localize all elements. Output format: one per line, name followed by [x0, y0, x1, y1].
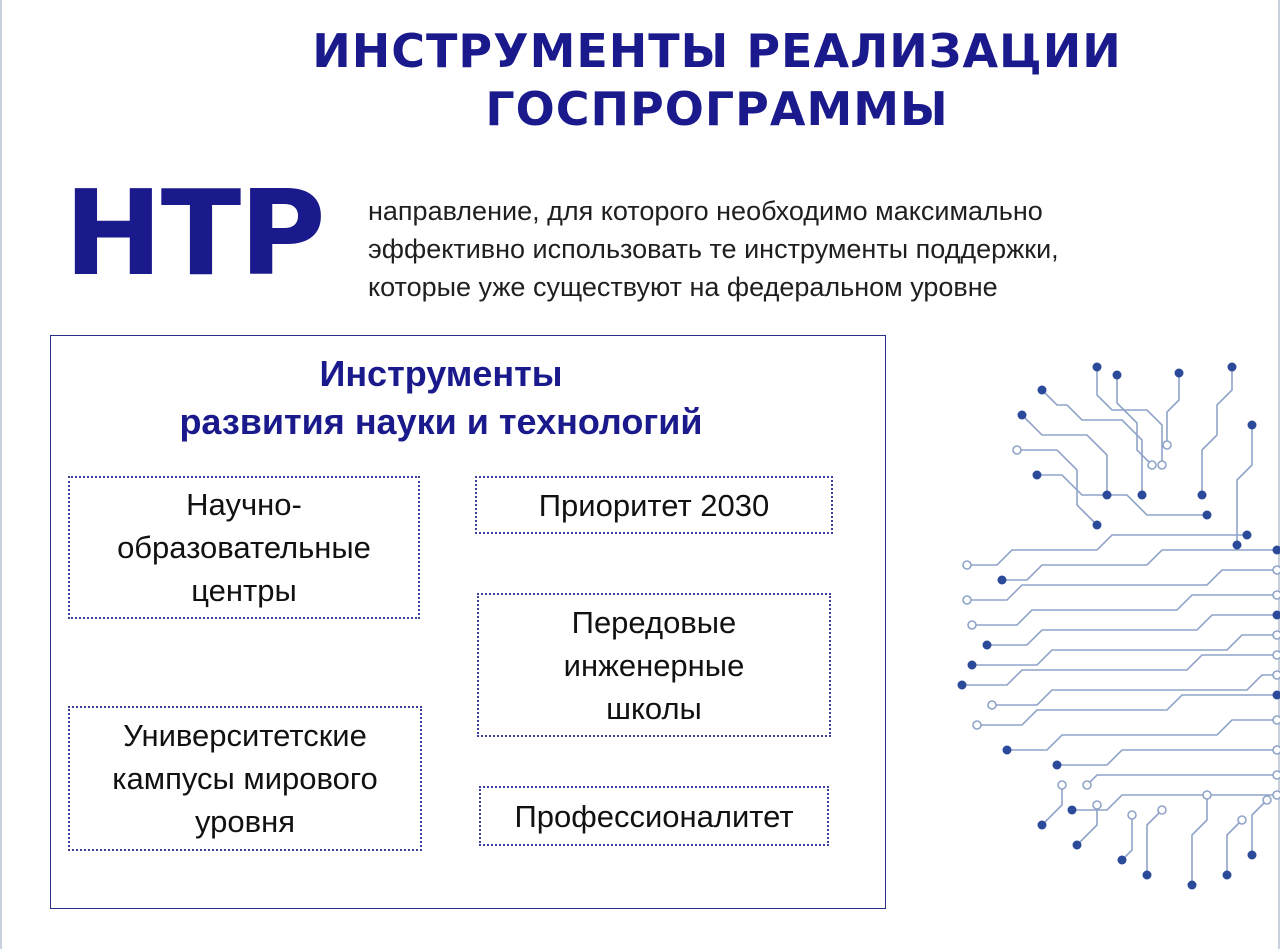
ntr-description-line: эффективно использовать те инструменты поддержки, — [368, 234, 1059, 264]
circuit-node — [1068, 806, 1077, 815]
circuit-trace — [972, 595, 1277, 625]
circuit-trace — [1192, 795, 1207, 885]
circuit-pad — [1273, 716, 1280, 724]
card-text: Университетские — [123, 718, 367, 753]
circuit-pad — [1093, 801, 1101, 809]
circuit-node — [1228, 363, 1237, 372]
card-text: школы — [606, 690, 702, 726]
circuit-trace — [1042, 390, 1142, 495]
circuit-trace — [1022, 415, 1107, 495]
card-research-education-centers — [68, 476, 420, 619]
circuit-trace — [1017, 450, 1097, 525]
circuit-node — [1118, 856, 1127, 865]
card-text: кампусы мирового — [112, 761, 378, 796]
card-text: уровня — [194, 804, 295, 839]
circuit-trace — [1087, 775, 1277, 785]
circuit-trace — [1077, 805, 1097, 845]
circuit-pad — [1273, 746, 1280, 754]
circuit-trace — [992, 675, 1277, 705]
circuit-pad — [1273, 791, 1280, 799]
page-title-line2: ГОСПРОГРАММЫ — [485, 82, 949, 136]
circuit-trace — [1057, 750, 1277, 765]
panel-title — [51, 350, 831, 446]
circuit-node — [998, 576, 1007, 585]
card-professionalitet — [479, 786, 829, 846]
circuit-trace — [972, 635, 1277, 665]
circuit-node — [1103, 491, 1112, 500]
circuit-trace — [987, 615, 1277, 645]
circuit-pad — [1263, 796, 1271, 804]
circuit-node — [983, 641, 992, 650]
card-advanced-engineering-schools — [477, 593, 831, 737]
circuit-pad — [1203, 791, 1211, 799]
circuit-pad — [1273, 631, 1280, 639]
circuit-node — [1223, 871, 1232, 880]
circuit-node — [1138, 491, 1147, 500]
instruments-panel — [50, 335, 886, 909]
circuit-node — [1053, 761, 1062, 770]
card-text: центры — [191, 573, 297, 608]
circuit-pad — [1273, 566, 1280, 574]
circuit-trace — [1042, 785, 1062, 825]
circuit-board-icon — [947, 355, 1280, 895]
page-title-line1: ИНСТРУМЕНТЫ РЕАЛИЗАЦИИ — [312, 24, 1122, 78]
ntr-abbreviation: НТР — [64, 164, 324, 302]
circuit-node — [1038, 386, 1047, 395]
circuit-pad — [1128, 811, 1136, 819]
circuit-node — [1203, 511, 1212, 520]
circuit-node — [1033, 471, 1042, 480]
circuit-trace — [1037, 475, 1207, 515]
circuit-pad — [1158, 461, 1166, 469]
circuit-pad — [1148, 461, 1156, 469]
circuit-node — [1248, 851, 1257, 860]
circuit-pad — [988, 701, 996, 709]
circuit-pad — [1273, 591, 1280, 599]
card-text: Приоритет 2030 — [538, 487, 770, 523]
circuit-node — [1243, 531, 1252, 540]
card-priority-2030 — [475, 476, 833, 534]
circuit-node — [1273, 691, 1280, 700]
circuit-pad — [963, 596, 971, 604]
circuit-node — [1188, 881, 1197, 890]
circuit-node — [1273, 611, 1280, 620]
circuit-pad — [1273, 671, 1280, 679]
circuit-pad — [1058, 781, 1066, 789]
circuit-node — [1175, 369, 1184, 378]
ntr-description — [368, 192, 1268, 306]
circuit-trace — [962, 655, 1277, 685]
circuit-node — [968, 661, 977, 670]
card-text: образовательные — [117, 530, 371, 565]
circuit-pad — [1238, 816, 1246, 824]
card-text: Передовые — [571, 604, 737, 640]
circuit-trace — [1122, 815, 1132, 860]
card-text: инженерные — [563, 647, 745, 683]
circuit-node — [1003, 746, 1012, 755]
circuit-trace — [1147, 810, 1162, 875]
card-university-campuses — [68, 706, 422, 851]
circuit-trace — [1167, 373, 1179, 445]
circuit-pad — [973, 721, 981, 729]
circuit-node — [1093, 363, 1102, 372]
circuit-node — [1113, 371, 1122, 380]
circuit-pad — [1273, 651, 1280, 659]
circuit-pad — [1273, 771, 1280, 779]
ntr-description-line: которые уже существуют на федеральном уровне — [368, 272, 998, 302]
circuit-node — [1018, 411, 1027, 420]
circuit-node — [1038, 821, 1047, 830]
circuit-node — [958, 681, 967, 690]
circuit-node — [1198, 491, 1207, 500]
circuit-pad — [1083, 781, 1091, 789]
circuit-node — [1273, 546, 1280, 555]
circuit-pad — [1158, 806, 1166, 814]
circuit-trace — [1202, 367, 1232, 495]
circuit-node — [1073, 841, 1082, 850]
card-text: Профессионалитет — [514, 798, 794, 834]
circuit-trace — [1072, 795, 1277, 810]
circuit-pad — [968, 621, 976, 629]
circuit-pad — [963, 561, 971, 569]
page-title — [242, 22, 1192, 138]
circuit-trace — [1007, 720, 1277, 750]
circuit-node — [1233, 541, 1242, 550]
circuit-pad — [1013, 446, 1021, 454]
circuit-trace — [1252, 800, 1267, 855]
circuit-node — [1248, 421, 1257, 430]
panel-title-line2: развития науки и технологий — [179, 401, 703, 442]
panel-title-line1: Инструменты — [319, 353, 563, 394]
ntr-description-line: направление, для которого необходимо максимально — [368, 196, 1043, 226]
circuit-pad — [1163, 441, 1171, 449]
circuit-node — [1093, 521, 1102, 530]
card-text: Научно- — [186, 487, 302, 522]
circuit-node — [1143, 871, 1152, 880]
circuit-trace — [1227, 820, 1242, 875]
circuit-trace — [1002, 550, 1277, 580]
circuit-trace — [1237, 425, 1252, 545]
